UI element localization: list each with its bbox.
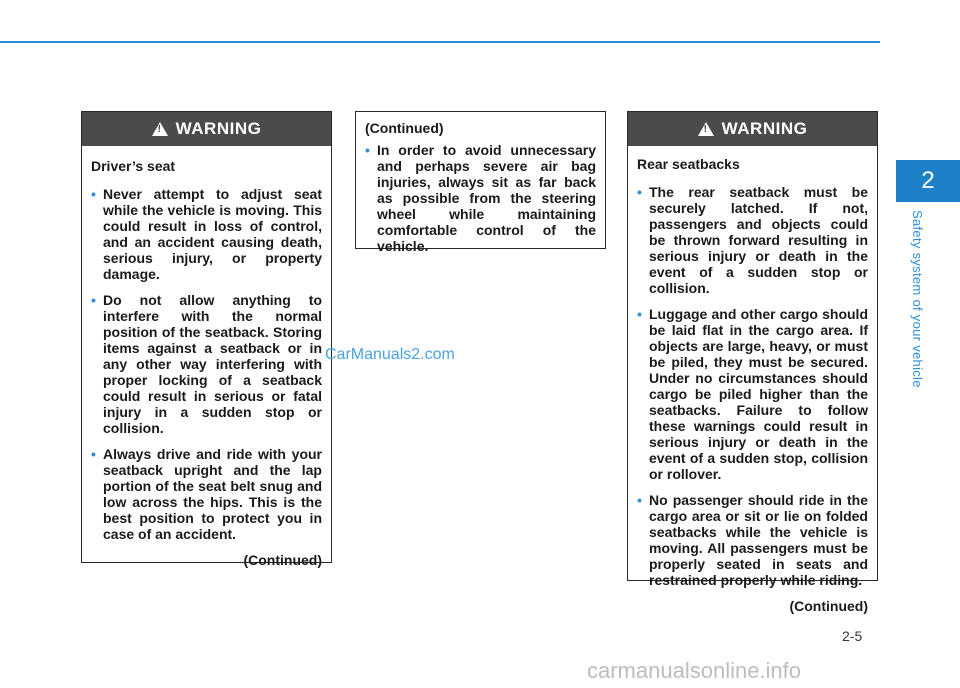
chapter-title: Safety system of your vehicle — [910, 210, 925, 388]
chapter-tab: 2 — [896, 160, 960, 202]
warning-box-drivers-seat — [81, 111, 332, 568]
watermark-center: CarManuals2.com — [325, 346, 455, 363]
warning-list — [637, 184, 868, 588]
list-item: • Always drive and ride with your seatback upright and the lap portion of the seat belt snug and low across the hips. This is the best position to protect you in case of an accident. — [91, 446, 322, 542]
list-item: • Never attempt to adjust seat while the vehicle is moving. This could result in loss of control, and an accident causing death, serious injury, or property damage. — [91, 186, 322, 282]
continued-label: (Continued) — [789, 598, 868, 614]
continued-box — [355, 111, 606, 254]
list-item: • Do not allow anything to interfere with the normal position of the seatback. Storing items against a seatback or in any other way interfering with proper locking of a seatback could result in serious or fatal injury in a sudden stop or collision. — [91, 292, 322, 436]
warning-header — [82, 112, 331, 146]
continued-top-label: (Continued) — [365, 120, 444, 136]
warning-label: WARNING — [721, 119, 808, 138]
warning-triangle-icon — [698, 122, 714, 136]
watermark-footer: carmanualsonline.info — [587, 658, 802, 683]
warning-triangle-icon — [152, 122, 168, 136]
list-item: • In order to avoid unnecessary and perhaps severe air bag injuries, always sit as far back as possible from the steering wheel while maintaining comfortable control of the vehicle. — [365, 142, 596, 254]
page-number: 2-5 — [842, 628, 863, 644]
list-item: • No passenger should ride in the cargo area or sit or lie on folded seatbacks while the vehicle is moving. All passengers must be properly seated in seats and restrained properly while riding. — [637, 492, 868, 588]
warning-header — [628, 112, 877, 146]
warning-list — [91, 186, 322, 542]
top-rule — [0, 41, 880, 43]
warning-box-rear-seatbacks — [627, 111, 878, 614]
section-subtitle: Driver’s seat — [91, 158, 176, 174]
continued-label: (Continued) — [243, 552, 322, 568]
section-subtitle: Rear seatbacks — [637, 156, 740, 172]
warning-list — [365, 142, 596, 254]
list-item: • Luggage and other cargo should be laid flat in the cargo area. If objects are large, heavy, or must be piled, they must be secured. Under no circumstances should cargo be piled higher than the seatbacks. Failure to follow these warnings could result in serious injury or death in the event of a sudden stop, collision or rollover. — [637, 306, 868, 482]
list-item: • The rear seatback must be securely latched. If not, passengers and objects could be thrown forward resulting in serious injury or death in the event of a sudden stop or collision. — [637, 184, 868, 296]
warning-label: WARNING — [175, 119, 262, 138]
